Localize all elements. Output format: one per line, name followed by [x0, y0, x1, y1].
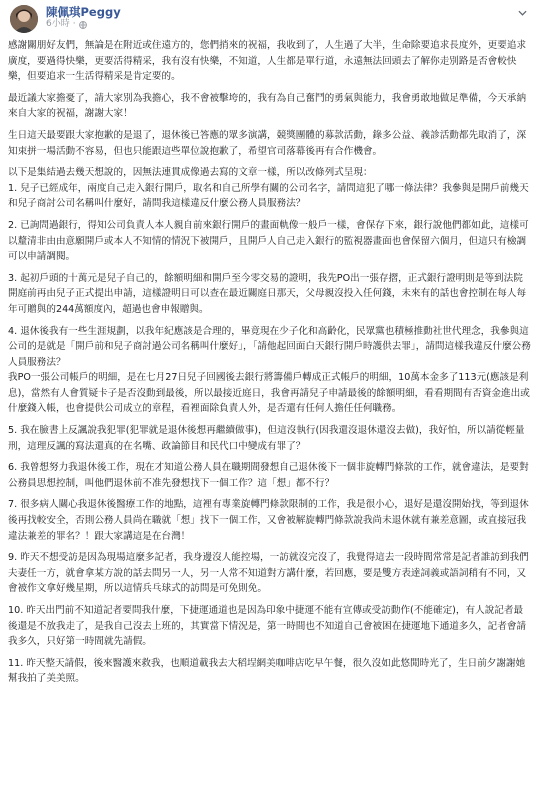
post-paragraph: 以下是集結過去幾天想說的，因無法連貫成像過去寫的文章一樣，所以改條列式呈現： 1. 兒子已經成年，兩度自己走入銀行開戶，取名和自己所學有關的公司名字，請問這犯了哪一條法律？我參與是開戶前幾天和兒子商討公司名稱叫什麼好，請問我這樣違反什麼公務人員服務法？ [8, 167, 529, 210]
post-paragraph: 4. 退休後我有一些生涯規劃，以我年紀應該是合理的，畢竟現在少子化和高齡化，民眾黨也積極推動社世代理念，我參與這公司的是就是「開戶前和兒子商討過公司名稱叫什麼好」，「請他起回面白天銀行開戶時護供去罪」，請問這樣我違反什麼公務人員服務法？ 我PO一張公司帳戶的明細，是在七月27日兒子回國後去銀行將籌備戶轉成正式帳戶的明細，10萬本金多了113元(應該是利息)，當然有人會質疑卡子是否沒動到最後，所以最接近庭日，我會再請兒子申請最後的餘額明細，看看期間有否資金進出或什麼錢入帳，也會提供公司成立的章程，看裡面除負責人外，是否還有任何人擔任任何職務。 [8, 325, 531, 415]
post-paragraph: 2. 已詢問過銀行，得知公司負責人本人親自前來銀行開戶的畫面軌像一般戶一樣，會保存下來，銀行說他們都如此，這樣可以釐清非由由意願開戶或本人不知情的情況下被開戶，且開戶人自己走入銀行的監視器畫面也會保留六個月，但這只有檢調可以申請調閱。 [8, 219, 529, 263]
post-paragraph: 最近議大家擔憂了，請大家別為我擔心，我不會被擊垮的，我有為自己奮鬥的勇氣與能力，我會勇敢地做足準備，今天承納來自大家的祝福，謝謝大家！ [8, 92, 527, 120]
post-paragraph: 7. 很多病人關心我退休後醫療工作的地點，這裡有專業旋轉門條款限制的工作，我是很小心，退好是還沒開始找，等到退休後再找較安全，否則公務人員尚在職就「想」找下一個工作，又會被解旋轉門條款說我尚未退休就有兼差意圖，或直接冠我違法兼差的罪名？！跟大家講這是在台灣！ [8, 499, 529, 542]
post-paragraph: 3. 起初戶頭的十萬元是兒子自己的，餘額明細和開戶至今零交易的證明，我先PO出一張存摺，正式銀行證明則是等到法院開庭前再由兒子正式提出申請，這樣證明日可以查在最近關庭日那天，父母親沒投入任何錢，未來有的話也會控制在每人每年可贈與的244萬額度內，超過也會申報贈與。 [8, 272, 527, 315]
post-paragraph: 6. 我曾想努力我退休後工作，現在才知道公務人員在職期間發想自己退休後下一個非旋轉門條款的工作，就會違法，是要對公務員思想控制，叫他們退休前不准先發想找下一個工作？這「想」都不行？ [8, 462, 529, 489]
post-header [0, 0, 539, 38]
post-paragraph: 10. 昨天出門前不知道記者要問我什麼，下捷運通道也是因為印象中捷運不能有宣傳或受訪動作(不能確定)，有人說記者最後還是不放我走了，是我自己沒去上班的，其實當下情況是，第一時間也不知道自己會被困在捷運地下通道多久，記者會請我多久，只好第一時間就先請假。 [8, 605, 527, 648]
separator-dot: · [72, 19, 76, 29]
avatar-photo [10, 5, 38, 33]
post-paragraph: 5. 我在臉書上反諷說我犯罪(犯罪就是退休後想再繼續做事)，但這沒執行(因我還沒退休還沒去做)，我好怕，所以請從輕量刑，這理反諷的寫法還真的在名嘴、政論節目和民代口中變成有罪了？ [8, 425, 525, 452]
author-name[interactable]: 陳佩琪Peggy [46, 5, 121, 19]
globe-icon [79, 21, 87, 29]
post-body [0, 38, 539, 687]
post-paragraph: 9. 昨天不想受訪是因為現場這麼多記者，我身邊沒人能控場，一訪就沒完沒了，我覺得這去一段時間常常是記者誰訪到我們夫妻任一方，就會拿某方說的話去問另一人，另一人常不知道對方講什麼，若回應，要是雙方表達詞義或語詞稍有不同，又會被作文拿好幾星期，所以這情兵乓球式的訪問是可免則免。 [8, 552, 529, 595]
post-paragraph: 感謝關朋好友們，無論是在附近或住遠方的，您們捎來的祝福，我收到了，人生過了大半，生命除要追求長度外，更要追求廣度，要過得快樂，更要活得精采，我有沒有快樂，不知道，人生都是單行道，永遠無法回頭去了解你走別路是否會較快樂，但要追求一生活得精采是肯定要的。 [8, 40, 527, 83]
post-time[interactable]: 6小時 [46, 19, 70, 29]
chevron-down-icon[interactable] [518, 10, 527, 16]
avatar[interactable] [10, 5, 38, 33]
post-paragraph: 生日這天最要跟大家抱歉的是退了，退休後已答應的眾多演講，競獎團體的募款活動，錄多公益、義診活動都先取消了，深知束拼一場活動不容易，但也只能跟這些單位說抱歉了，希望官司落幕後再有合作機會。 [8, 129, 527, 157]
post-meta [46, 19, 87, 30]
post-paragraph: 11. 昨天整天請假，後來醫護來救我，也順道載我去大稻埕網美咖啡店吃早午餐，很久沒如此悠閒時光了，生日前夕謝謝她幫我拍了美美照。 [8, 657, 526, 685]
